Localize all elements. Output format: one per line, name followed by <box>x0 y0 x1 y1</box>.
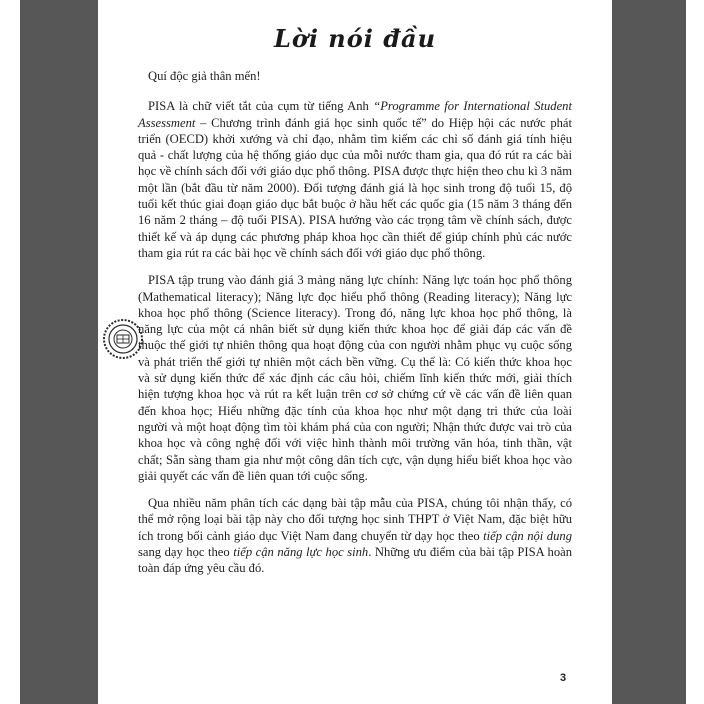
paragraph-pisa-intro <box>138 98 572 261</box>
paragraph-conclusion <box>138 495 572 576</box>
conclusion-part-1: Qua nhiều năm phân tích các dạng bài tập mẫu của PISA, chúng tôi nhận thấy, có thể mở rộng loại bài tập này cho đối tượng học sinh THPT ở Việt Nam, đặc biệt hữu ích trong bối cảnh giáo dục Việt Nam đang chuyển từ dạy học theo <box>138 496 572 543</box>
program-name-term: “Programme for International Student Assessment <box>138 99 572 130</box>
right-dark-band <box>612 0 686 704</box>
page-body <box>138 68 572 588</box>
paragraph-competencies: PISA tập trung vào đánh giá 3 mảng năng lực chính: Năng lực toán học phổ thông (Mathematical literacy); Năng lực đọc hiểu phổ thông (Reading literacy); Năng lực khoa học phổ thông (Science literacy). Trong đó, năng lực khoa học phổ thông, là năng lực của một cá nhân biết sử dụng kiến thức khoa học để giải đáp các vấn đề thuộc thế giới tự nhiên thông qua hoạt động của con người nhằm phục vụ cuộc sống và phát triển thế giới tự nhiên một cách bền vững. Cụ thể là: Có kiến thức khoa học và sử dụng kiến thức để xác định các câu hỏi, chiếm lĩnh kiến thức mới, giải thích hiện tượng khoa học và rút ra kết luận trên cơ sở chứng cứ về các vấn đề liên quan đến khoa học; Hiểu những đặc tính của khoa học như một dạng tri thức của loài người và một hoạt động tìm tòi khám phá của con người; Nhận thức được vai trò của khoa học và công nghệ đối với việc hình thành môi trường văn hóa, tinh thần, vật chất; Sẵn sàng tham gia như một công dân tích cực, vận dụng hiểu biết khoa học vào giải quyết các vấn đề liên quan tới cuộc sống. <box>138 273 572 483</box>
competency-approach-term: tiếp cận năng lực học sinh <box>233 545 369 560</box>
conclusion-part-3: . Những ưu điểm của bài tập PISA hoàn toàn đáp ứng yêu cầu đó. <box>138 545 572 576</box>
conclusion-part-2: sang dạy học theo <box>138 545 234 560</box>
page-number: 3 <box>560 672 567 684</box>
greeting: Quí độc giả thân mến! <box>148 69 261 83</box>
left-dark-band <box>20 0 98 704</box>
paragraph-intro-text: PISA là chữ viết tắt của cụm từ tiếng Anh <box>148 99 374 114</box>
page-title: Lời nói đầu <box>273 24 437 53</box>
content-approach-term: tiếp cận nội dung <box>483 528 572 543</box>
paragraph-intro-rest: – Chương trình đánh giá học sinh quốc tế” do Hiệp hội các nước phát triển (OECD) khởi xướng và chỉ đạo, nhằm tìm kiếm các chỉ số đánh giá tính hiệu quả - chất lượng của hệ thống giáo dục của mỗi nước tham gia, qua đó rút ra các bài học về chính sách đối với giáo dục phổ thông. PISA được thực hiện theo chu kì 3 năm một lần (bắt đầu từ năm 2000). Đối tượng đánh giá là học sinh trong độ tuổi 15, độ tuổi kết thúc giai đoạn giáo dục bắt buộc ở hầu hết các quốc gia (15 năm 3 tháng đến 16 năm 2 tháng – độ tuổi PISA). PISA hướng vào các trọng tâm về chính sách, được thiết kế và áp dụng các phương pháp khoa học cần thiết để giúp chính phủ các nước tham gia rút ra các bài học về chính sách đối với giáo dục phổ thông. <box>138 115 572 260</box>
book-page <box>98 0 612 704</box>
